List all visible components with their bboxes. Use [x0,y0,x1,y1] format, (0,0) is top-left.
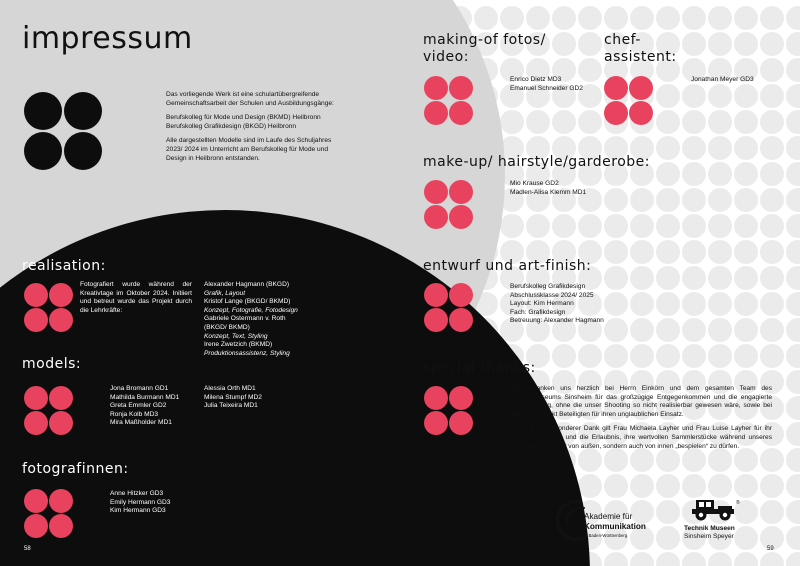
model-name: Julia Teixeira MD1 [204,402,258,410]
pattern-dot [786,500,800,524]
pattern-dot [708,84,732,108]
model-name: Ronja Kolb MD3 [110,410,159,418]
design-lines [510,283,640,326]
pattern-dot [786,292,800,316]
pattern-dot [786,422,800,446]
pattern-dot [786,110,800,134]
akademie-line3: in Baden-Württemberg [584,533,628,538]
design-line: Berufskolleg Grafikdesign [510,283,586,290]
pattern-dot [786,6,800,30]
pattern-dot [682,214,706,238]
making-of-names [510,76,600,93]
akademie-logo [554,498,664,544]
page-number-left: 58 [24,546,31,552]
credit-line: Konzept, Fotografie, Fotodesign [204,306,298,314]
pattern-dot [630,240,654,264]
pattern-dot [656,344,680,368]
pattern-dot [734,266,758,290]
realisation-credits [204,281,324,358]
credit-line: Alexander Hagmann (BKGD) [204,281,290,288]
pattern-dot [578,344,602,368]
pattern-dot [630,188,654,212]
pattern-dot [630,6,654,30]
pattern-dot [734,344,758,368]
pattern-dot [760,32,784,56]
design-line: Betreuung: Alexander Hagmann [510,317,604,325]
credit-name: Madlen-Alisa Klemm MD1 [510,188,587,196]
pattern-dot [552,32,576,56]
pattern-dot [656,188,680,212]
pattern-dot [760,240,784,264]
photographers-heading: fotografinnen: [22,461,129,477]
pattern-dot [734,552,758,566]
pattern-dot [578,6,602,30]
pattern-dot [578,32,602,56]
model-name: Mathilda Burmann MD1 [110,393,180,401]
pattern-dot [786,58,800,82]
pattern-dot [760,214,784,238]
pattern-dot [604,474,628,498]
intro-paragraph: Das vorliegende Werk ist eine schulartübergreifende Gemeinschaftsarbeit der Schulen und Ausbildungsgänge: [166,91,334,107]
pattern-dot [500,110,524,134]
pattern-dot [656,6,680,30]
pattern-dot [708,318,732,342]
heading-line: assistent: [604,49,677,65]
model-name: Greta Emmler GD2 [110,402,167,410]
design-line: Abschlussklasse 2024/ 2025 [510,291,594,299]
pattern-dot [734,214,758,238]
pattern-dot [786,552,800,566]
thanks-text [510,385,772,472]
chef-names [691,76,771,85]
pattern-dot [682,318,706,342]
heading-line: chef- [604,32,641,48]
pattern-dot [682,110,706,134]
pattern-dot [656,136,680,160]
pattern-dot [682,136,706,160]
credit-name: Mio Krause GD2 [510,180,559,187]
pattern-dot [734,292,758,316]
models-list-2 [204,385,304,411]
pattern-dot [630,344,654,368]
pattern-dot [682,162,706,186]
pattern-dot [786,214,800,238]
pattern-dot [604,6,628,30]
pattern-dot [708,6,732,30]
models-list-1 [110,385,210,428]
pattern-dot [682,84,706,108]
pattern-dot [760,500,784,524]
pattern-dot [760,6,784,30]
pattern-dot [708,292,732,316]
pattern-dot [786,32,800,56]
pattern-dot [734,32,758,56]
pattern-dot [734,474,758,498]
pattern-dot [656,214,680,238]
pattern-dot [500,6,524,30]
pattern-dot [682,32,706,56]
pattern-dot [682,266,706,290]
pattern-dot [708,240,732,264]
pattern-dot [656,84,680,108]
pattern-dot [734,6,758,30]
pattern-dot [526,214,550,238]
pattern-dot [656,474,680,498]
making-of-heading [423,32,546,66]
model-name: Alessia Orth MD1 [204,385,256,392]
heading-line: video: [423,49,469,65]
pattern-dot [656,292,680,316]
pattern-dot [630,552,654,566]
pattern-dot [734,318,758,342]
pattern-dot [708,110,732,134]
pattern-dot [760,552,784,566]
thanks-paragraph: Wir bedanken uns herzlich bei Herrn Einkörn und dem gesamten Team des Technikmuseums Sinsheim für das großzügige Entgegenkommen und die engagierte Unterstützung, ohne die unser Shooting so nicht realisierbar gewesen wäre, sowie bei allen am Projekt Beteiligten für ihren unglaublichen Einsatz. [510,385,772,418]
credit-name: Jonathan Meyer GD3 [691,76,754,83]
pattern-dot [734,162,758,186]
pattern-dot [604,240,628,264]
pattern-dot [734,240,758,264]
pattern-dot [786,266,800,290]
pattern-dot [656,318,680,342]
heading-line: making-of fotos/ [423,32,546,48]
pattern-dot [474,6,498,30]
pattern-dot [656,162,680,186]
realisation-heading: realisation: [22,258,106,274]
pattern-dot [578,214,602,238]
pattern-dot [786,240,800,264]
pattern-dot [760,84,784,108]
museum-line1: Technik Museen [684,525,735,532]
pattern-dot [760,266,784,290]
photographer-name: Emily Hermann GD3 [110,498,171,506]
makeup-names [510,180,620,197]
pattern-dot [708,552,732,566]
pattern-dot [786,526,800,550]
pattern-dot [708,136,732,160]
pattern-dot [708,474,732,498]
akademie-line2: Kommunikation [584,522,646,531]
pattern-dot [786,448,800,472]
pattern-dot [760,162,784,186]
pattern-dot [760,110,784,134]
pattern-dot [630,214,654,238]
pattern-dot [786,344,800,368]
credit-name: Enrico Dietz MD3 [510,76,562,83]
pattern-dot [760,344,784,368]
pattern-dot [708,188,732,212]
pattern-dot [760,474,784,498]
pattern-dot [734,84,758,108]
pattern-dot [786,396,800,420]
pattern-dot [708,32,732,56]
pattern-dot [656,240,680,264]
pattern-dot [786,188,800,212]
pattern-dot [734,188,758,212]
pattern-dot [682,240,706,264]
akademie-line1: Akademie für [584,512,633,521]
realisation-text: Fotografiert wurde während der Kreativtage im Oktober 2024. Initiiert und betreut wurde das Projekt durch die Lehrkräfte: [80,281,192,314]
pattern-dot [526,110,550,134]
pattern-dot [734,110,758,134]
thanks-heading: special thanks: [423,360,536,376]
photographers-list [110,490,220,516]
pattern-dot [734,136,758,160]
model-name: Jona Bromann GD1 [110,385,169,392]
makeup-heading: make-up/ hairstyle/garderobe: [423,154,651,170]
pattern-dot [786,162,800,186]
pattern-dot [656,110,680,134]
pattern-dot [708,344,732,368]
model-name: Mira Maßholder MD1 [110,419,172,427]
credit-line: Irene Zwetzich (BKMD) [204,341,273,349]
pattern-dot [708,266,732,290]
credit-line: Gabriele Ostermann v. Roth [204,315,286,323]
pattern-dot [604,552,628,566]
intro-text [166,91,341,169]
models-heading: models: [22,356,82,372]
thanks-paragraph: Danke! [510,457,531,465]
pattern-dot [578,110,602,134]
credit-line: Konzept, Text, Styling [204,332,268,340]
photographer-name: Anne Hitzker GD3 [110,490,164,497]
intro-paragraph: Alle dargestellten Modelle sind im Laufe des Schuljahres 2023/ 2024 im Unterricht am Berufskolleg für Mode und Design in Heilbronn entstanden. [166,137,332,162]
pattern-dot [682,344,706,368]
pattern-dot [760,292,784,316]
pattern-dot [708,162,732,186]
photographer-name: Kim Hermann GD3 [110,507,166,515]
pattern-dot [786,84,800,108]
pattern-dot [682,474,706,498]
pattern-dot [682,6,706,30]
pattern-dot [578,474,602,498]
credit-line: Produktionsassistenz, Styling [204,349,290,357]
pattern-dot [552,6,576,30]
pattern-dot [656,552,680,566]
pattern-dot [630,474,654,498]
pattern-dot [682,552,706,566]
pattern-dot [604,214,628,238]
credit-line: Kristof Lange (BKGD/ BKMD) [204,298,291,306]
design-heading: entwurf und art-finish: [423,258,592,274]
pattern-dot [552,110,576,134]
thanks-paragraph: Unser ganz besonderer Dank gilt Frau Michaela Layher und Frau Luise Layher für ihr großes Vertrauen und die Erlaubnis, ihre wertvollen Sammlerstücke während unseres Shootings nicht nur von außen, sondern auch von innen „bespielen“ zu dürfen. [510,425,772,450]
pattern-dot [500,214,524,238]
pattern-dot [656,266,680,290]
pattern-dot [786,474,800,498]
pattern-dot [552,344,576,368]
design-line: Fach: Grafikdesign [510,308,566,316]
pattern-dot [526,6,550,30]
page-number-right: 59 [767,546,774,552]
pattern-dot [786,318,800,342]
model-name: Milena Stumpf MD2 [204,393,262,401]
pattern-dot [604,344,628,368]
credit-name: Emanuel Schneider GD2 [510,84,583,92]
pattern-dot [786,370,800,394]
page-title: impressum [22,21,193,56]
pattern-dot [786,136,800,160]
registered-mark: ® [736,500,740,506]
credit-line: Grafik, Layout [204,289,246,297]
pattern-dot [552,214,576,238]
vintage-car-icon [689,498,737,522]
museum-line2: Sinsheim Speyer [684,533,734,540]
technik-museum-logo [684,498,760,544]
pattern-dot [760,318,784,342]
pattern-dot [760,136,784,160]
pattern-dot [760,188,784,212]
intro-paragraph: Berufskolleg für Mode und Design (BKMD) Heilbronn Berufskolleg Grafikdesign (BKGD) Heilbronn [166,114,321,130]
pattern-dot [682,188,706,212]
pattern-dot [682,292,706,316]
chef-heading [604,32,677,66]
credit-line: (BKGD/ BKMD) [204,323,250,331]
design-line: Layout: Kim Hermann [510,300,574,308]
pattern-dot [708,214,732,238]
